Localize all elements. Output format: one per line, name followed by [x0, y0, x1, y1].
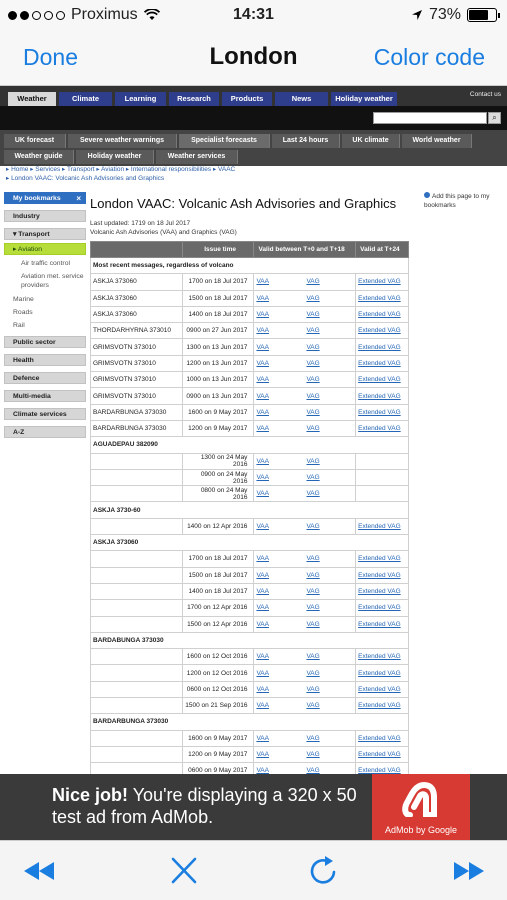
- volcano-cell: [91, 665, 183, 681]
- tab-learning[interactable]: Learning: [115, 92, 166, 106]
- rewind-icon[interactable]: [20, 853, 60, 889]
- table-row: [91, 355, 409, 371]
- volcano-cell: [91, 583, 183, 599]
- vag-link[interactable]: VAG: [306, 653, 320, 661]
- product-links-cell: [254, 486, 356, 502]
- col-header-t0-t18: Valid between T+0 and T+18: [254, 242, 356, 258]
- table-body: [91, 258, 409, 775]
- vag-link[interactable]: VAG: [306, 392, 320, 400]
- vaa-link[interactable]: VAA: [256, 408, 269, 416]
- clock: 14:31: [233, 6, 274, 23]
- vaa-link[interactable]: VAA: [256, 571, 269, 579]
- issue-time-cell: 0800 on 24 May 2016: [182, 486, 254, 502]
- page-subtitle: Volcanic Ash Advisories (VAA) and Graphics (VAG): [90, 229, 237, 236]
- issue-time-cell: 1200 on 13 Jun 2017: [182, 355, 254, 371]
- site-top-tabs: [0, 86, 507, 106]
- volcano-cell: [91, 567, 183, 583]
- volcano-cell: [91, 518, 183, 534]
- product-links-cell: [254, 746, 356, 762]
- vaa-link[interactable]: VAA: [256, 555, 269, 563]
- extended-vag-link[interactable]: Extended VAG: [356, 420, 409, 436]
- volcano-cell: GRIMSVOTN 373010: [91, 388, 183, 404]
- subnav-specialist-forecasts[interactable]: Specialist forecasts: [179, 134, 270, 148]
- vaa-link[interactable]: VAA: [256, 490, 269, 498]
- product-links-cell: [254, 698, 356, 714]
- page-meta: [90, 219, 410, 237]
- tab-news[interactable]: News: [275, 92, 328, 106]
- vag-link[interactable]: VAG: [306, 555, 320, 563]
- vaa-link[interactable]: VAA: [256, 604, 269, 612]
- table-row: [91, 746, 409, 762]
- vaa-link[interactable]: VAA: [256, 734, 269, 742]
- volcano-cell: [91, 681, 183, 697]
- site-search-input[interactable]: [373, 112, 487, 124]
- web-view[interactable]: [0, 86, 507, 774]
- battery-icon: [467, 8, 497, 22]
- subnav-holiday-weather[interactable]: Holiday weather: [76, 150, 154, 164]
- ad-message[interactable]: [52, 784, 372, 828]
- site-search-band: [0, 106, 507, 130]
- volcano-cell: [91, 600, 183, 616]
- product-links-cell: [254, 551, 356, 567]
- sidebar-item-aviation[interactable]: ▸ Aviation: [4, 243, 86, 255]
- table-row: [91, 486, 409, 502]
- table-row: [91, 681, 409, 697]
- table-row: [91, 420, 409, 436]
- advisories-table: [90, 241, 409, 774]
- volcano-cell: [91, 469, 183, 485]
- vag-link[interactable]: VAG: [306, 571, 320, 579]
- table-row: [91, 567, 409, 583]
- main-content: [90, 196, 410, 774]
- battery-percent: 73%: [428, 6, 461, 23]
- vag-link[interactable]: VAG: [306, 343, 320, 351]
- product-links-cell: [254, 730, 356, 746]
- vag-link[interactable]: VAG: [306, 359, 320, 367]
- table-row: [91, 600, 409, 616]
- product-links-cell: [254, 274, 356, 290]
- subnav-last-24-hours[interactable]: Last 24 hours: [272, 134, 340, 148]
- table-header-row: [91, 242, 409, 258]
- extended-vag-link[interactable]: Extended VAG: [356, 339, 409, 355]
- table-row: [91, 649, 409, 665]
- vaa-link[interactable]: VAA: [256, 392, 269, 400]
- add-bookmark-link[interactable]: [424, 192, 504, 210]
- breadcrumb[interactable]: [6, 166, 235, 183]
- extended-vag-link[interactable]: Extended VAG: [356, 746, 409, 762]
- vaa-link[interactable]: VAA: [256, 653, 269, 661]
- vag-link[interactable]: VAG: [306, 278, 320, 286]
- volcano-cell: BARDARBUNGA 373030: [91, 420, 183, 436]
- vag-link[interactable]: VAG: [306, 767, 320, 774]
- volcano-cell: [91, 649, 183, 665]
- contact-link[interactable]: Contact us: [469, 91, 501, 98]
- issue-time-cell: 0600 on 12 Oct 2016: [182, 681, 254, 697]
- product-links-cell: [254, 404, 356, 420]
- volcano-cell: GRIMSVOTN 373010: [91, 355, 183, 371]
- sidebar-item-health[interactable]: Health: [4, 354, 86, 366]
- subnav-weather-services[interactable]: Weather services: [156, 150, 238, 164]
- vag-link[interactable]: VAG: [306, 311, 320, 319]
- sidebar-item-transport[interactable]: ▾ Transport: [4, 228, 86, 240]
- sidebar-item-a-z[interactable]: A-Z: [4, 426, 86, 438]
- table-row: [91, 290, 409, 306]
- vaa-link[interactable]: VAA: [256, 474, 269, 481]
- admob-brand-label: AdMob by Google: [384, 825, 458, 835]
- product-links-cell: [254, 306, 356, 322]
- subnav-world-weather[interactable]: World weather: [402, 134, 472, 148]
- extended-vag-link[interactable]: [356, 469, 409, 485]
- product-links-cell: [254, 665, 356, 681]
- extended-vag-link[interactable]: Extended VAG: [356, 388, 409, 404]
- site-search-button[interactable]: ⌕: [488, 112, 501, 124]
- vaa-link[interactable]: VAA: [256, 327, 269, 335]
- col-header-issue-time: Issue time: [182, 242, 254, 258]
- volcano-cell: [91, 486, 183, 502]
- vag-link[interactable]: VAG: [306, 685, 320, 693]
- vag-link[interactable]: VAG: [306, 522, 320, 530]
- subnav-uk-forecast[interactable]: UK forecast: [4, 134, 66, 148]
- admob-mark-icon: [400, 781, 442, 817]
- extended-vag-link[interactable]: Extended VAG: [356, 355, 409, 371]
- extended-vag-link[interactable]: Extended VAG: [356, 763, 409, 774]
- table-group-row: [91, 258, 409, 274]
- volcano-group-label: ASKJA 373060: [91, 535, 409, 551]
- vaa-link[interactable]: VAA: [256, 311, 269, 319]
- vag-link[interactable]: VAG: [306, 408, 320, 416]
- tab-climate[interactable]: Climate: [59, 92, 112, 106]
- issue-time-cell: 1700 on 18 Jul 2017: [182, 274, 254, 290]
- table-row: [91, 339, 409, 355]
- vaa-link[interactable]: VAA: [256, 343, 269, 351]
- subnav-weather-guide[interactable]: Weather guide: [4, 150, 74, 164]
- vaa-link[interactable]: VAA: [256, 522, 269, 530]
- extended-vag-link[interactable]: Extended VAG: [356, 730, 409, 746]
- volcano-cell: THORDARHYRNA 373010: [91, 323, 183, 339]
- product-links-cell: [254, 567, 356, 583]
- table-row: [91, 306, 409, 322]
- vag-link[interactable]: VAG: [306, 620, 320, 628]
- product-links-cell: [254, 763, 356, 774]
- vag-link[interactable]: VAG: [306, 376, 320, 384]
- volcano-cell: BARDARBUNGA 373030: [91, 404, 183, 420]
- volcano-cell: ASKJA 373060: [91, 306, 183, 322]
- extended-vag-link[interactable]: Extended VAG: [356, 698, 409, 714]
- volcano-group-label: BARDABUNGA 373030: [91, 632, 409, 648]
- vaa-link[interactable]: VAA: [256, 767, 269, 774]
- extended-vag-link[interactable]: [356, 486, 409, 502]
- product-links-cell: [254, 355, 356, 371]
- volcano-group-label: Most recent messages, regardless of volcano: [91, 258, 409, 274]
- table-row: [91, 730, 409, 746]
- issue-time-cell: 1500 on 21 Sep 2016: [182, 698, 254, 714]
- product-links-cell: [254, 649, 356, 665]
- volcano-cell: ASKJA 373060: [91, 290, 183, 306]
- sidebar-item-public-sector[interactable]: Public sector: [4, 336, 86, 348]
- issue-time-cell: 1400 on 18 Jul 2017: [182, 306, 254, 322]
- volcano-cell: ASKJA 373060: [91, 274, 183, 290]
- table-row: [91, 388, 409, 404]
- vag-link[interactable]: VAG: [306, 751, 320, 759]
- issue-time-cell: 1300 on 13 Jun 2017: [182, 339, 254, 355]
- extended-vag-link[interactable]: Extended VAG: [356, 404, 409, 420]
- vaa-link[interactable]: VAA: [256, 669, 269, 677]
- table-row: [91, 274, 409, 290]
- sidebar-item-climate-services[interactable]: Climate services: [4, 408, 86, 420]
- last-updated: Last updated: 1719 on 18 Jul 2017: [90, 220, 191, 227]
- volcano-cell: [91, 698, 183, 714]
- vag-link[interactable]: VAG: [306, 702, 320, 710]
- volcano-group-label: ASKJA 3730-60: [91, 502, 409, 518]
- table-row: [91, 763, 409, 774]
- table-row: [91, 698, 409, 714]
- table-row: [91, 323, 409, 339]
- ad-banner[interactable]: [0, 774, 507, 840]
- col-header-volcano: [91, 242, 183, 258]
- vaa-link[interactable]: VAA: [256, 294, 269, 302]
- sidebar-item-rail[interactable]: Rail: [4, 319, 86, 330]
- volcano-cell: [91, 616, 183, 632]
- table-group-row: [91, 502, 409, 518]
- vaa-link[interactable]: VAA: [256, 359, 269, 367]
- issue-time-cell: 1000 on 13 Jun 2017: [182, 372, 254, 388]
- table-row: [91, 404, 409, 420]
- vaa-link[interactable]: VAA: [256, 457, 269, 465]
- issue-time-cell: 1200 on 12 Oct 2016: [182, 665, 254, 681]
- done-button[interactable]: Done: [23, 44, 78, 70]
- table-group-row: [91, 437, 409, 453]
- issue-time-cell: 1300 on 24 May 2016: [182, 453, 254, 469]
- table-row: [91, 665, 409, 681]
- volcano-cell: [91, 453, 183, 469]
- extended-vag-link[interactable]: Extended VAG: [356, 518, 409, 534]
- tab-weather[interactable]: Weather: [8, 92, 56, 106]
- table-row: [91, 372, 409, 388]
- issue-time-cell: 1400 on 12 Apr 2016: [182, 518, 254, 534]
- issue-time-cell: 1500 on 18 Jul 2017: [182, 290, 254, 306]
- vag-link[interactable]: VAG: [306, 457, 320, 465]
- extended-vag-link[interactable]: Extended VAG: [356, 274, 409, 290]
- vag-link[interactable]: VAG: [306, 327, 320, 335]
- sidebar: [4, 192, 86, 441]
- issue-time-cell: 1200 on 9 May 2017: [182, 420, 254, 436]
- vag-link[interactable]: VAG: [306, 604, 320, 612]
- carrier-name: Proximus: [71, 6, 138, 23]
- extended-vag-link[interactable]: Extended VAG: [356, 583, 409, 599]
- tab-research[interactable]: Research: [169, 92, 219, 106]
- subnav-uk-climate[interactable]: UK climate: [342, 134, 400, 148]
- status-right: [411, 6, 497, 24]
- site-subnav: [0, 130, 507, 166]
- page-title: London VAAC: Volcanic Ash Advisories and Graphics: [90, 196, 397, 211]
- extended-vag-link[interactable]: Extended VAG: [356, 323, 409, 339]
- volcano-group-label: AGUADEPAU 382090: [91, 437, 409, 453]
- issue-time-cell: 1700 on 18 Jul 2017: [182, 551, 254, 567]
- issue-time-cell: 1400 on 18 Jul 2017: [182, 583, 254, 599]
- extended-vag-link[interactable]: Extended VAG: [356, 649, 409, 665]
- subnav-severe-weather[interactable]: Severe weather warnings: [68, 134, 177, 148]
- sidebar-item-marine[interactable]: Marine: [4, 293, 86, 304]
- ad-headline: Nice job!: [52, 785, 129, 805]
- admob-logo[interactable]: [372, 774, 470, 840]
- vaa-link[interactable]: VAA: [256, 620, 269, 628]
- vaa-link[interactable]: VAA: [256, 376, 269, 384]
- volcano-cell: [91, 746, 183, 762]
- add-icon: [424, 192, 430, 198]
- breadcrumb-line-2[interactable]: ▸ London VAAC: Volcanic Ash Advisories and Graphics: [6, 174, 165, 182]
- vag-link[interactable]: VAG: [306, 474, 320, 481]
- vaa-link[interactable]: VAA: [256, 685, 269, 693]
- bottom-toolbar: [0, 840, 507, 900]
- color-code-button[interactable]: Color code: [373, 44, 485, 70]
- vaa-link[interactable]: VAA: [256, 588, 269, 596]
- extended-vag-link[interactable]: Extended VAG: [356, 306, 409, 322]
- issue-time-cell: 0600 on 9 May 2017: [182, 763, 254, 774]
- col-header-t24: Valid at T+24: [356, 242, 409, 258]
- extended-vag-link[interactable]: Extended VAG: [356, 372, 409, 388]
- vaa-link[interactable]: VAA: [256, 702, 269, 710]
- table-row: [91, 518, 409, 534]
- table-row: [91, 616, 409, 632]
- product-links-cell: [254, 323, 356, 339]
- issue-time-cell: 0900 on 13 Jun 2017: [182, 388, 254, 404]
- product-links-cell: [254, 469, 356, 485]
- volcano-cell: GRIMSVOTN 373010: [91, 339, 183, 355]
- product-links-cell: [254, 290, 356, 306]
- vag-link[interactable]: VAG: [306, 669, 320, 677]
- ad-body: You're displaying a 320 x 50 test ad from AdMob.: [52, 785, 357, 827]
- vaa-link[interactable]: VAA: [256, 751, 269, 759]
- extended-vag-link[interactable]: Extended VAG: [356, 567, 409, 583]
- product-links-cell: [254, 420, 356, 436]
- table-row: [91, 583, 409, 599]
- sidebar-item-industry[interactable]: Industry: [4, 210, 86, 222]
- issue-time-cell: 1700 on 12 Apr 2016: [182, 600, 254, 616]
- sidebar-item-multimedia[interactable]: Multi-media: [4, 390, 86, 402]
- issue-time-cell: 1500 on 12 Apr 2016: [182, 616, 254, 632]
- table-group-row: [91, 714, 409, 730]
- issue-time-cell: 1500 on 18 Jul 2017: [182, 567, 254, 583]
- extended-vag-link[interactable]: Extended VAG: [356, 600, 409, 616]
- extended-vag-link[interactable]: Extended VAG: [356, 551, 409, 567]
- volcano-cell: [91, 730, 183, 746]
- volcano-group-label: BARDARBUNGA 373030: [91, 714, 409, 730]
- issue-time-cell: 0900 on 27 Jun 2017: [182, 323, 254, 339]
- navigation-bar: [0, 30, 507, 86]
- product-links-cell: [254, 372, 356, 388]
- volcano-cell: GRIMSVOTN 373010: [91, 372, 183, 388]
- table-group-row: [91, 632, 409, 648]
- vag-link[interactable]: VAG: [306, 425, 320, 433]
- issue-time-cell: 1600 on 12 Oct 2016: [182, 649, 254, 665]
- vag-link[interactable]: VAG: [306, 734, 320, 742]
- table-row: [91, 469, 409, 485]
- product-links-cell: [254, 583, 356, 599]
- sidebar-item-air-traffic-control[interactable]: Air traffic control: [4, 258, 86, 269]
- table-group-row: [91, 535, 409, 551]
- nav-title: London: [209, 43, 298, 70]
- vag-link[interactable]: VAG: [306, 588, 320, 596]
- product-links-cell: [254, 339, 356, 355]
- issue-time-cell: 1600 on 9 May 2017: [182, 404, 254, 420]
- issue-time-cell: 0900 on 24 May 2016: [182, 469, 254, 485]
- fast-forward-icon[interactable]: [448, 853, 488, 889]
- tab-holiday-weather[interactable]: Holiday weather: [331, 92, 397, 106]
- sidebar-item-aviation-met[interactable]: Aviation met. service providers: [4, 271, 86, 291]
- sidebar-item-defence[interactable]: Defence: [4, 372, 86, 384]
- extended-vag-link[interactable]: Extended VAG: [356, 665, 409, 681]
- table-row: [91, 551, 409, 567]
- table-row: [91, 453, 409, 469]
- close-icon[interactable]: [164, 853, 204, 889]
- product-links-cell: [254, 616, 356, 632]
- sidebar-item-roads[interactable]: Roads: [4, 306, 86, 317]
- vaa-link[interactable]: VAA: [256, 425, 269, 433]
- reload-icon[interactable]: [303, 853, 343, 889]
- product-links-cell: [254, 600, 356, 616]
- product-links-cell: [254, 388, 356, 404]
- tab-products[interactable]: Products: [222, 92, 272, 106]
- vag-link[interactable]: VAG: [306, 294, 320, 302]
- volcano-cell: [91, 763, 183, 774]
- extended-vag-link[interactable]: Extended VAG: [356, 290, 409, 306]
- breadcrumb-line-1[interactable]: ▸ Home ▸ Services ▸ Transport ▸ Aviation ▸ International responsibilities ▸ VAAC: [6, 166, 236, 173]
- product-links-cell: [254, 518, 356, 534]
- vag-link[interactable]: VAG: [306, 490, 320, 498]
- extended-vag-link[interactable]: [356, 453, 409, 469]
- product-links-cell: [254, 453, 356, 469]
- extended-vag-link[interactable]: Extended VAG: [356, 681, 409, 697]
- product-links-cell: [254, 681, 356, 697]
- vaa-link[interactable]: VAA: [256, 278, 269, 286]
- extended-vag-link[interactable]: Extended VAG: [356, 616, 409, 632]
- volcano-cell: [91, 551, 183, 567]
- add-bookmark-label[interactable]: Add this page to my bookmarks: [424, 193, 490, 209]
- issue-time-cell: 1600 on 9 May 2017: [182, 730, 254, 746]
- status-bar: [0, 0, 507, 30]
- issue-time-cell: 1200 on 9 May 2017: [182, 746, 254, 762]
- sidebar-my-bookmarks[interactable]: My bookmarks ×: [4, 192, 86, 204]
- location-arrow-icon: [411, 9, 423, 21]
